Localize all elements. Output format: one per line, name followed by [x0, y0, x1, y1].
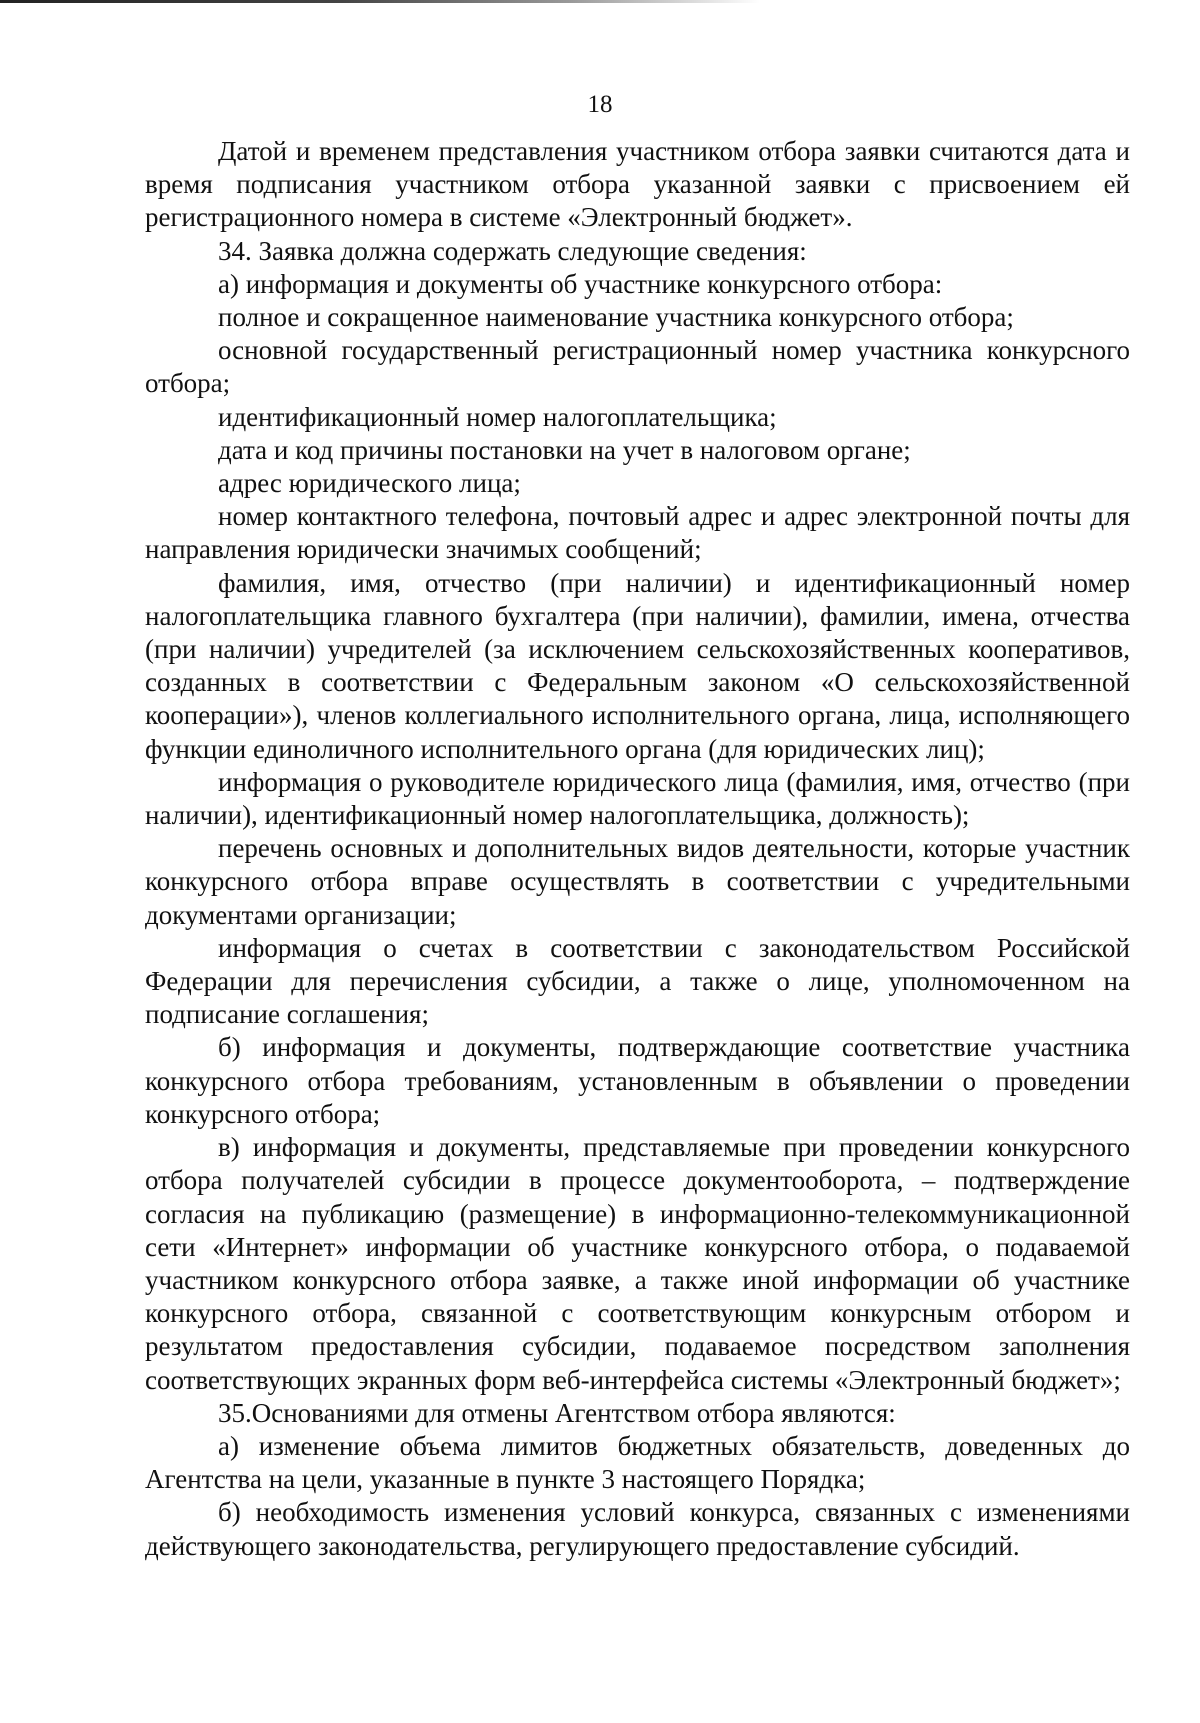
- paragraph-director: информация о руководителе юридического лица (фамилия, имя, отчество (при наличии), идентификационный номер налогоплательщика, должность);: [145, 766, 1130, 831]
- paragraph-34-a: а) информация и документы об участнике конкурсного отбора:: [218, 268, 943, 299]
- paragraph-34-b: б) информация и документы, подтверждающие соответствие участника конкурсного отбора требованиям, установленным в объявлении о проведении конкурсного отбора;: [145, 1032, 1130, 1129]
- paragraph-contacts: номер контактного телефона, почтовый адрес и адрес электронной почты для направления юридически значимых сообщений;: [145, 501, 1130, 565]
- paragraph-kpp: дата и код причины постановки на учет в налоговом органе;: [218, 434, 911, 465]
- paragraph-activities: перечень основных и дополнительных видов деятельности, которые участник конкурсного отбора вправе осуществлять в соответствии с учредительными документами организации;: [145, 833, 1130, 930]
- paragraph-accounts: информация о счетах в соответствии с законодательством Российской Федерации для перечисления субсидии, а также о лице, уполномоченном на подписание соглашения;: [145, 932, 1130, 1030]
- paragraph-item-35: 35.Основаниями для отмены Агентством отбора являются:: [218, 1397, 896, 1428]
- paragraph-ogrn: основной государственный регистрационный номер участника конкурсного отбора;: [145, 335, 1130, 399]
- scan-edge-mark: [0, 0, 760, 3]
- document-body: [145, 135, 1130, 1563]
- paragraph-35-b: б) необходимость изменения условий конкурса, связанных с изменениями действующего законодательства, регулирующего предоставление субсидий.: [145, 1497, 1130, 1561]
- paragraph-item-34: 34. Заявка должна содержать следующие сведения:: [218, 235, 807, 266]
- paragraph-35-a: а) изменение объема лимитов бюджетных обязательств, доведенных до Агентства на цели, указанные в пункте 3 настоящего Порядка;: [145, 1430, 1130, 1495]
- paragraph-founders: фамилия, имя, отчество (при наличии) и идентификационный номер налогоплательщика главного бухгалтера (при наличии), фамилии, имена, отчества (при наличии) учредителей (за исключением сельскохозяйственных кооперативов, созданных в соответствии с Федеральным законом «О сельскохозяйственной кооперации»), членов коллегиального исполнительного органа, лица, исполняющего функции единоличного исполнительного органа (для юридических лиц);: [145, 567, 1130, 764]
- paragraph-inn: идентификационный номер налогоплательщика;: [218, 401, 777, 432]
- paragraph-address: адрес юридического лица;: [218, 468, 521, 499]
- paragraph-full-name: полное и сокращенное наименование участника конкурсного отбора;: [218, 302, 1014, 333]
- paragraph-34-v: в) информация и документы, представляемые при проведении конкурсного отбора получателей субсидии в процессе документооборота, – подтверждение согласия на публикацию (размещение) в информационно-телекоммуникационной сети «Интернет» информации об участнике конкурсного отбора, о подаваемой участником конкурсного отбора заявке, а также иной информации об участнике конкурсного отбора, связанной с соответствующим конкурсным отбором и результатом предоставления субсидии, подаваемое посредством заполнения соответствующих экранных форм веб-интерфейса системы «Электронный бюджет»;: [145, 1132, 1130, 1395]
- page-number: 18: [587, 91, 613, 118]
- paragraph-submission-date: Датой и временем представления участником отбора заявки считаются дата и время подписания участником отбора указанной заявки с присвоением ей регистрационного номера в системе «Электронный бюджет».: [145, 136, 1130, 233]
